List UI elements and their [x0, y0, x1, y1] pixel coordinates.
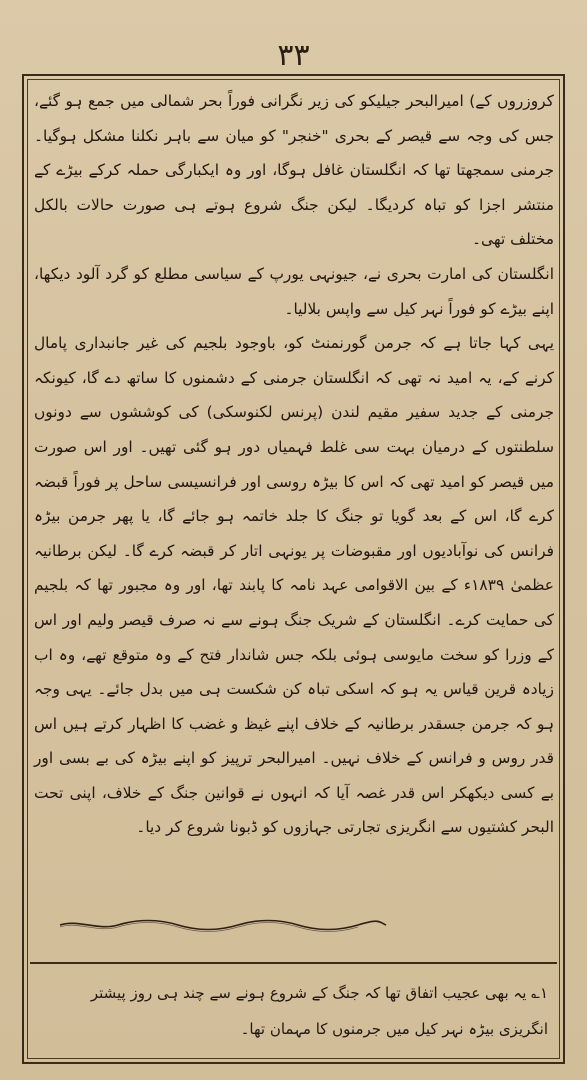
ornament-divider	[58, 918, 388, 932]
footnote-text: ۱؎ یہ بھی عجیب اتفاق تھا کہ جنگ کے شروع ہونے سے چند ہی روز پیشتر انگریزی بیڑہ نہر کیل میں جرمنوں کا مہمان تھا۔	[90, 984, 548, 1038]
main-text-block	[34, 84, 554, 845]
paragraph-2: انگلستان کی امارت بحری نے، جیونہی یورپ کے سیاسی مطلع کو گرد آلود دیکھا، اپنے بیڑے کو فوراً نہر کیل سے واپس بلالیا۔	[34, 264, 554, 318]
footnote	[40, 975, 548, 1047]
footnote-separator	[30, 962, 557, 964]
paragraph-1: کروزروں کے) امیرالبحر جیلیکو کی زیر نگرانی فوراً بحر شمالی میں جمع ہو گئے، جس کی وجہ سے قیصر کے بحری "خنجر" کو میان سے باہر نکلنا مشکل ہوگیا۔ جرمنی سمجھتا تھا کہ انگلستان غافل ہوگا، اور وہ ایکبارگی حملہ کرکے بیڑے کے منتشر اجزا کو تباہ کردیگا۔ لیکن جنگ شروع ہوتے ہی صورت حالات بالکل مختلف تھی۔	[34, 92, 554, 249]
page-number: ۳۳	[277, 38, 310, 73]
paragraph-3: یہی کہا جاتا ہے کہ جرمن گورنمنٹ کو، باوجود بلجیم کی غیر جانبداری پامال کرنے کے، یہ امید نہ تھی کہ انگلستان جرمنی کے دشمنوں کا ساتھ دے گا، کیونکہ جرمنی کے جدید سفیر مقیم لندن (پرنس لکنوسکی) کی کوششوں سے دونوں سلطنتوں کے درمیان بہت سی غلط فہمیاں دور ہو گئی تھیں۔ اور اس صورت میں قیصر کو امید تھی کہ اس کا بیڑہ روسی اور فرانسیسی ساحل پر فوراً قبضہ کرے گا، اس کے بعد گویا تو جنگ کا جلد خاتمہ ہو جائے گا، یا پھر جرمن بیڑہ فرانس کی نوآبادیوں اور مقبوضات پر یونہی اتار کر قبضہ کرے گا۔ لیکن برطانیہ عظمیٰ ۱۸۳۹ء کے بین الاقوامی عہد نامہ کا پابند تھا، اور وہ مجبور تھا کہ بلجیم کی حمایت کرے۔ انگلستان کے شریک جنگ ہونے سے نہ صرف قیصر ولیم اور اس کے وزرا کو سخت مایوسی ہوئی بلکہ جس شاندار فتح کے وہ متوقع تھے، وہ اب زیادہ قرین قیاس یہ ہو کہ اسکی تباہ کن شکست ہی میں بدل جائے۔ یہی وجہ ہو کہ جرمن جسقدر برطانیہ کے خلاف اپنے غیظ و غضب کا اظہار کرتے ہیں اس قدر روس و فرانس کے خلاف نہیں۔ امیرالبحر ترپیز کو اپنے بیڑہ کی بے بسی اور بے کسی دیکھکر اس قدر غصہ آیا کہ انہوں نے قوانین جنگ کے خلاف، اپنی تحت البحر کشتیوں سے انگریزی تجارتی جہازوں کو ڈبونا شروع کر دیا۔	[34, 334, 554, 837]
